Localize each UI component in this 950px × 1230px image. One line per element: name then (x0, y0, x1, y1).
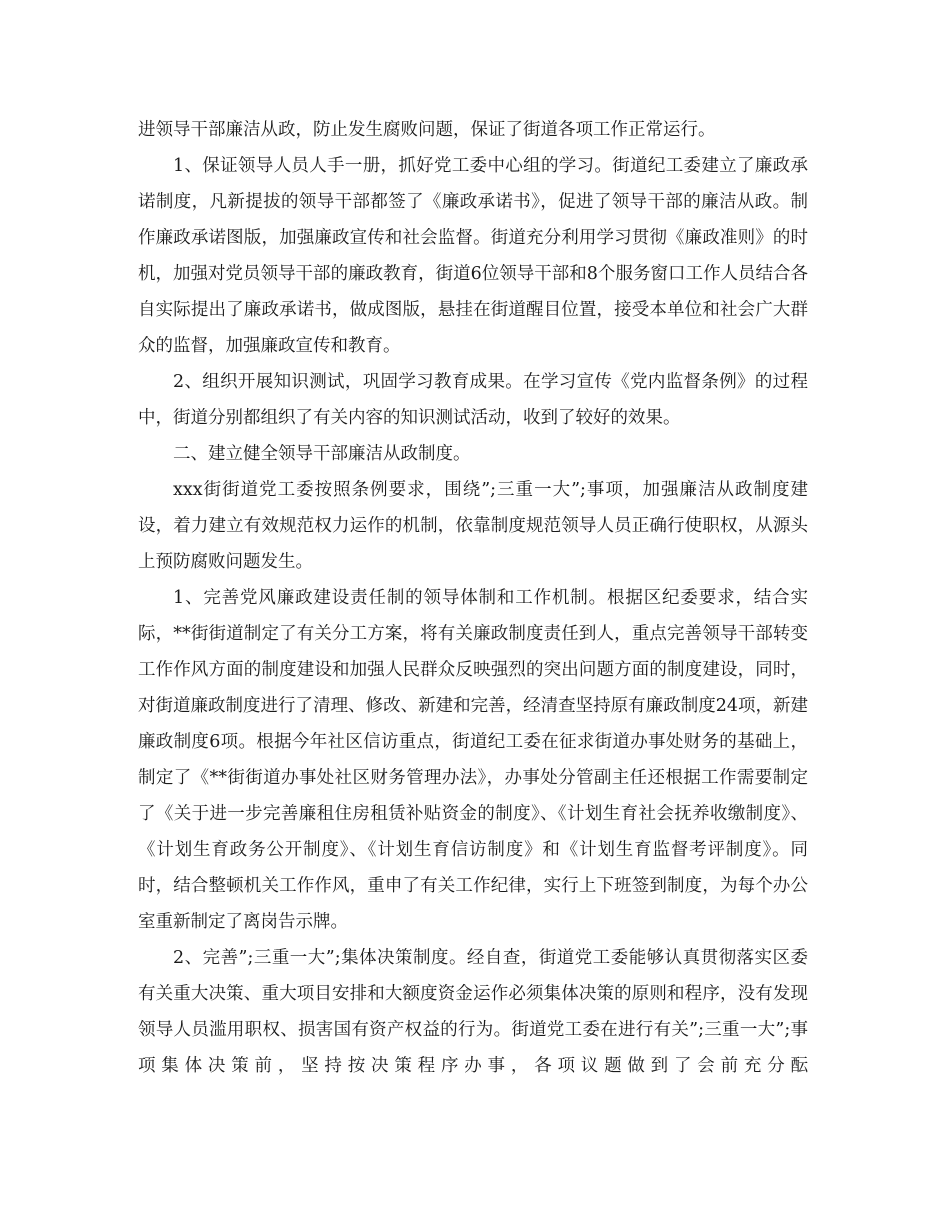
paragraph-2: 1、保证领导人员人手一册，抓好党工委中心组的学习。街道纪工委建立了廉政承诺制度，凡新提拔的领导干部都签了《廉政承诺书》，促进了领导干部的廉洁从政。制作廉政承诺图版，加强廉政宣传和社会监督。街道充分利用学习贯彻《廉政准则》的时机，加强对党员领导干部的廉政教育，街道6位领导干部和8个服务窗口工作人员结合各自实际提出了廉政承诺书，做成图版，悬挂在街道醒目位置，接受本单位和社会广大群众的监督，加强廉政宣传和教育。 (138, 156, 808, 356)
paragraph-1: 进领导干部廉洁从政，防止发生腐败问题，保证了街道各项工作正常运行。 (138, 120, 716, 140)
paragraph-4: xxx街街道党工委按照条例要求，围绕”;三重一大”;事项，加强廉洁从政制度建设，着力建立有效规范权力运作的机制，依靠制度规范领导人员正确行使职权，从源头上预防腐败问题发生。 (138, 480, 808, 572)
section-heading: 二、建立健全领导干部廉洁从政制度。 (173, 444, 471, 464)
paragraph-5: 1、完善党风廉政建设责任制的领导体制和工作机制。根据区纪委要求，结合实际，**街街道制定了有关分工方案，将有关廉政制度责任到人，重点完善领导干部转变工作作风方面的制度建设和加强人民群众反映强烈的突出问题方面的制度建设，同时，对街道廉政制度进行了清理、修改、新建和完善，经清查坚持原有廉政制度24项，新建廉政制度6项。根据今年社区信访重点，街道纪工委在征求街道办事处财务的基础上，制定了《**街街道办事处社区财务管理办法》，办事处分管副主任还根据工作需要制定了《关于进一步完善廉租住房租赁补贴资金的制度》、《计划生育社会抚养收缴制度》、《计划生育政务公开制度》、《计划生育信访制度》和《计划生育监督考评制度》。同时，结合整顿机关工作作风，重申了有关工作纪律，实行上下班签到制度，为每个办公室重新制定了离岗告示牌。 (138, 588, 808, 932)
document-page (138, 112, 808, 1084)
paragraph-3: 2、组织开展知识测试，巩固学习教育成果。在学习宣传《党内监督条例》的过程中，街道分别都组织了有关内容的知识测试活动，收到了较好的效果。 (138, 372, 808, 428)
paragraph-6: 2、完善”;三重一大”;集体决策制度。经自查，街道党工委能够认真贯彻落实区委有关重大决策、重大项目安排和大额度资金运作必须集体决策的原则和程序，没有发现领导人员滥用职权、损害国有资产权益的行为。街道党工委在进行有关”;三重一大”;事项集体决策前，坚持按决策程序办事，各项议题做到了会前充分酝 (138, 948, 808, 1076)
